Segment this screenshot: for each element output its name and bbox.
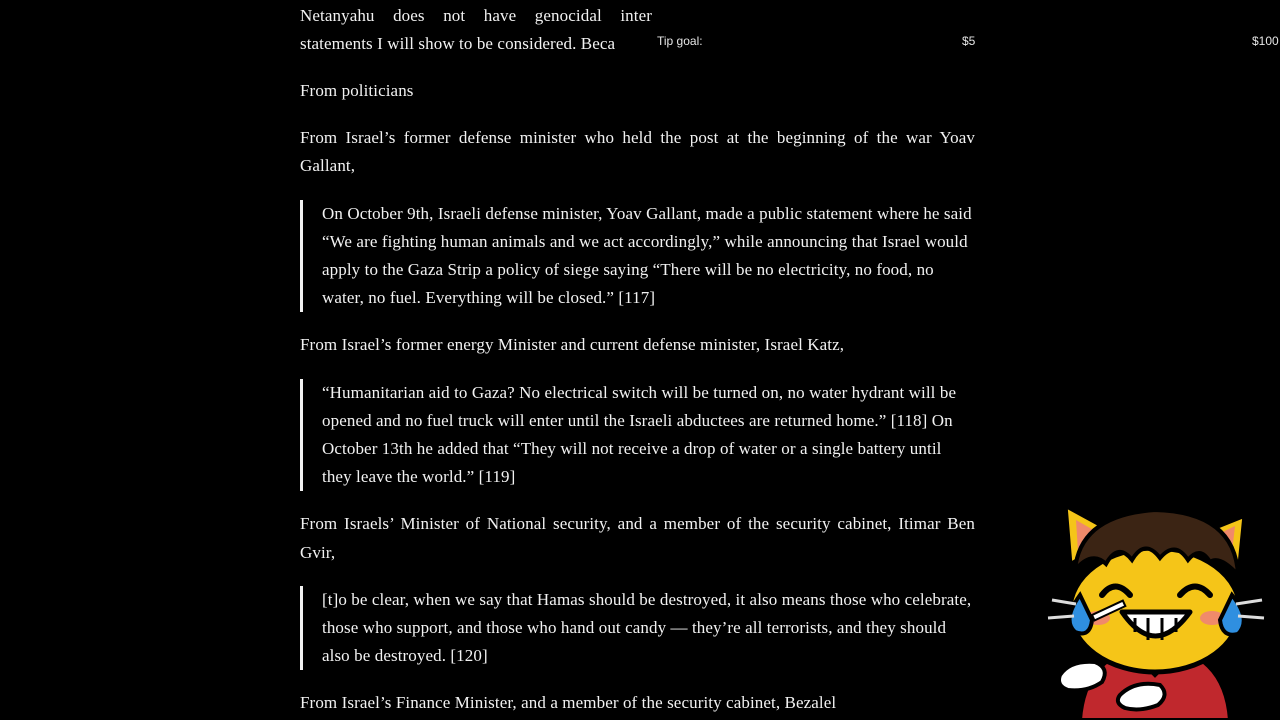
katz-intro: From Israel’s former energy Minister and current defense minister, Israel Katz, [300, 335, 845, 355]
bengvir-intro: From Israels’ Minister of National security, and a member of the security cabinet, Itimar Ben Gvir, [300, 514, 975, 562]
tip-goal-label: Tip goal: [657, 34, 703, 48]
gallant-quote [300, 200, 975, 313]
tip-goal-min: $5 [962, 34, 976, 48]
article-body [300, 2, 975, 720]
mascot-left-hand [1059, 662, 1105, 691]
tip-goal-max: $100 [1252, 34, 1279, 48]
bengvir-quote-text: [t]o be clear, when we say that Hamas should be destroyed, it also means those who celebrate, those who support, and those who hand out candy — they’re all terrorists, and they should also be destroyed. [120] [322, 589, 972, 666]
gallant-intro: From Israel’s former defense minister who held the post at the beginning of the war Yoav Gallant, [300, 128, 975, 176]
section-heading: From politicians [300, 81, 414, 100]
tip-goal-overlay [657, 32, 1280, 50]
katz-quote [300, 379, 975, 492]
crying-laughing-cat-avatar-icon [1040, 500, 1270, 720]
bengvir-quote [300, 586, 975, 671]
gallant-quote-text: On October 9th, Israeli defense minister, Yoav Gallant, made a public statement where he said “We are fighting human animals and we act accordingly,” while announcing that Israel would apply to the Gaza Strip a policy of siege saying “There will be no electricity, no food, no water, no fuel. Everything will be closed.” [117] [322, 203, 972, 308]
smotrich-intro: From Israel’s Finance Minister, and a member of the security cabinet, Bezalel [300, 693, 837, 713]
katz-quote-text: “Humanitarian aid to Gaza? No electrical switch will be turned on, no water hydrant will be opened and no fuel truck will enter until the Israeli abductees are returned home.” [118] On October 13th he added that “They will not receive a drop of water or a single battery until they leave the world.” [119] [322, 382, 957, 487]
intro-paragraph: Netanyahu does not have genocidal inter statements I will show to be considered. Beca [300, 6, 652, 54]
